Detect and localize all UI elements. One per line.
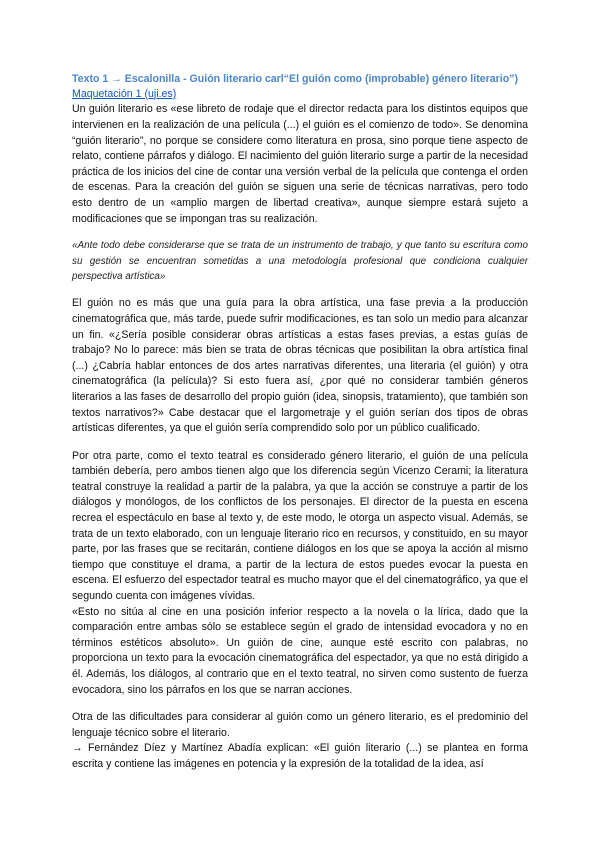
spacer: [72, 698, 528, 710]
paragraph-fernandez: → Fernández Díez y Martínez Abadía explican: «El guión literario (...) se plantea en forma escrita y contiene las imágenes en potencia y la expresión de la totalidad de la idea, así: [72, 742, 528, 770]
paragraph-difficulty: Otra de las dificultades para considerar al guión como un género literario, es el predominio del lenguaje técnico sobre el literario.: [72, 711, 528, 739]
spacer: [72, 284, 528, 296]
paragraph-intro: Un guión literario es «ese libreto de rodaje que el director redacta para los distintos equipos que intervienen en la realización de una película (...) el guión es el comienzo de todo». Se denomina “guión literario”, no porque se considere como literatura en prosa, sino porque tiene aspecto de relato, contiene párrafos y diálogo. El nacimiento del guión literario surge a partir de la necesidad práctica de los inicios del cine de contar una versión verbal de la película que contenga el orden de escenas. Para la creación del guión se siguen una serie de técnicas narrativas, pero todo esto dentro de un «amplio margen de libertad creativa», aunque siempre estará sujeto a modificaciones que se impongan tras su realización.: [72, 103, 528, 225]
document-page: [72, 72, 528, 773]
document-title: Texto 1 → Escalonilla - Guión literario carl“El guión como (improbable) género literario”): [72, 73, 518, 85]
source-link[interactable]: Maquetación 1 (uji.es): [72, 87, 177, 100]
paragraph-cinema: «Esto no sitúa al cine en una posición inferior respecto a la novela o la lírica, dado que la comparación entre ambas sólo se establece según el grado de intensidad evocadora y no en términos estéticos absoluto». Un guión de cine, aunque esté escrito con palabras, no proporciona un texto para la evocación cinematográfica del espectador, ya que no está dirigido a él. Además, los diálogos, al contrario que en el texto teatral, no sirven como sustento de fuerza evocadora, sino los párrafos en los que se narran acciones.: [72, 605, 528, 696]
spacer: [72, 227, 528, 238]
paragraph-guide: El guión no es más que una guía para la obra artística, una fase previa a la producción cinematográfica que, más tarde, puede sufrir modificaciones, es tan solo un medio para alcanzar un fin. «¿Sería posible considerar obras artísticas a estas fases previas, a estas guías de trabajo? No lo parece: más bien se trata de obras técnicas que posibilitan la obra artística final (...) ¿Cabría hablar entonces de dos artes narrativas diferentes, una literaria (el guión) y otra cinematográfica (la película)? Si esto fuera así, ¿por qué no considerar también géneros literarios a las fases de desarrollo del propio guión (idea, sinopsis, tratamiento), que también son textos narrativos?» Cabe destacar que el largometraje y el guión serían dos tipos de obras artísticas diferentes, ya que el guión sería comprendido solo por un público cualificado.: [72, 297, 528, 435]
quote-block: «Ante todo debe considerarse que se trata de un instrumento de trabajo, y que tanto su escritura como su gestión se encuentran sometidas a una metodología profesional que condiciona cualquier perspectiva artística»: [72, 240, 528, 282]
paragraph-theatre: Por otra parte, como el texto teatral es considerado género literario, el guión de una película también debería, pero ambos tienen algo que los diferencia según Vicenzo Cerami; la literatura teatral construye la realidad a partir de la palabra, ya que la acción se construye a partir de los diálogos y monólogos, de los conflictos de los personajes. El director de la puesta en escena recrea el espectáculo en base al texto y, de este modo, le otorga un aspecto visual. Además, se trata de un texto elaborado, con un lenguaje literario rico en recursos, y constituido, en su mayor parte, por las frases que se recitarán, contiene diálogos en los que se apoya la acción al mismo tiempo que constituye el drama, a partir de la lectura de estos puedes evocar la puesta en escena. El esfuerzo del espectador teatral es mucho mayor que el del cinematográfico, ya que el segundo cuenta con imágenes vívidas.: [72, 449, 528, 603]
spacer: [72, 437, 528, 449]
